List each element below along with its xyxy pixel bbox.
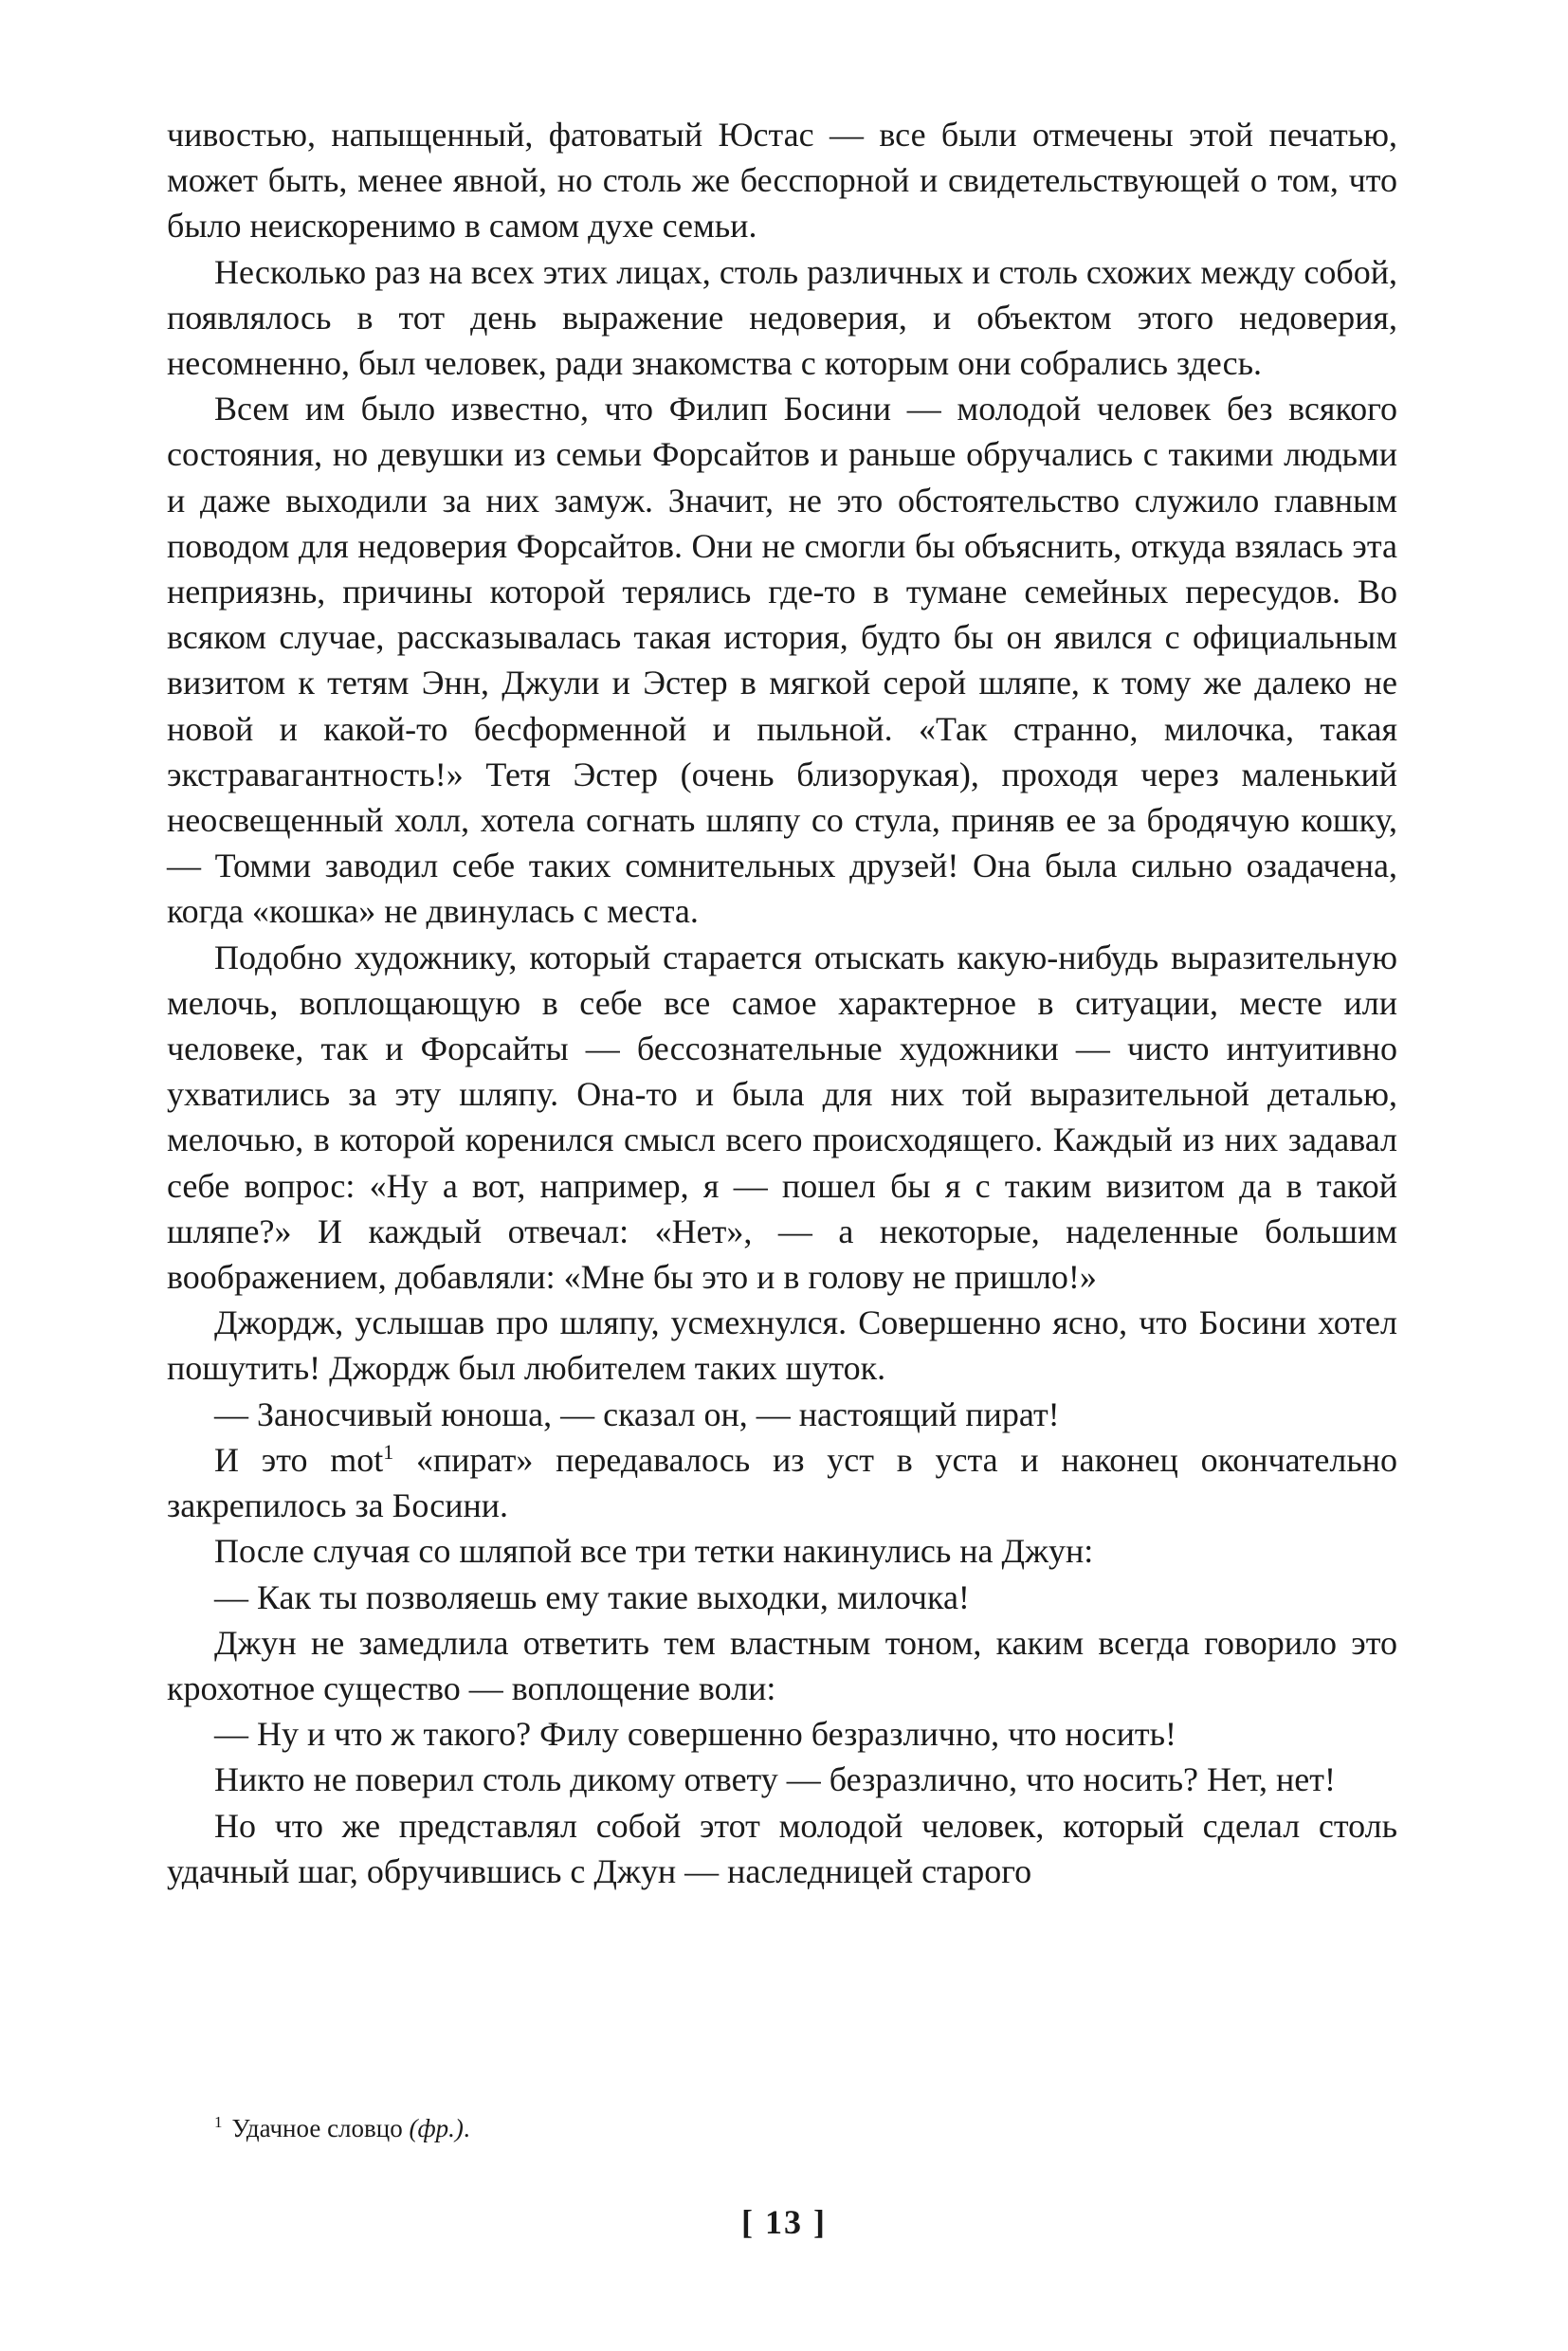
dialogue-paragraph: — Как ты позволяешь ему такие выходки, милочка! (214, 1577, 970, 1616)
paragraph: Несколько раз на всех этих лицах, столь различных и столь схожих между собой, появлялось в тот день выражение недоверия, и объектом этого недоверия, несомненно, был человек, ради знакомства с которым они собрались здесь. (167, 252, 1397, 383)
paragraph: После случая со шляпой все три тетки накинулись на Джун: (214, 1532, 1094, 1571)
dialogue-paragraph: — Заносчивый юноша, — сказал он, — настоящий пират! (214, 1394, 1060, 1433)
paragraph: Всем им было известно, что Филип Босини — молодой человек без всякого состояния, но девушки из семьи Форсайтов и раньше обручались с такими людьми и даже выходили за них замуж. Значит, не это обстоятельство служило главным поводом для недоверия Форсайтов. Они не смогли бы объяснить, откуда взялась эта неприязнь, причины которой терялись где-то в тумане семейных пересудов. Во всяком случае, рассказывалась такая история, будто бы он явился с официальным визитом к тетям Энн, Джули и Эстер в мягкой серой шляпе, к тому же далеко не новой и какой-то бесформенной и пыльной. «Так странно, милочка, такая экстравагантность!» Тетя Эстер (очень близорукая), проходя через маленький неосвещенный холл, хотела согнать шляпу со стула, приняв ее за бродячую кошку, — Томми заводил себе таких сомнительных друзей! Она была сильно озадачена, когда «кошка» не двинулась с места. (167, 390, 1397, 931)
paragraph: чивостью, напыщенный, фатоватый Юстас — все были отмечены этой печатью, может быть, менее явной, но столь же бесспорной и свидетельствующей о том, что было неискоренимо в самом духе семьи. (167, 116, 1397, 246)
footnote-text: Удачное словцо (231, 2114, 410, 2142)
footnote-end: . (463, 2114, 470, 2142)
footnote-mark: 1 (214, 2113, 223, 2131)
paragraph: Подобно художнику, который старается отыскать какую-нибудь выразительную мелочь, воплощающую в себе все самое характерное в ситуации, месте или человеке, так и Форсайты — бессознательные художники — чисто интуитивно ухватились за эту шляпу. Она-то и была для них той выразительной деталью, мелочью, в которой коренился смысл всего происходящего. Каждый из них задавал себе вопрос: «Ну а вот, например, я — пошел бы я с таким визитом да в такой шляпе?» И каждый отвечал: «Нет», — а некоторые, наделенные большим воображением, добавляли: «Мне бы это и в голову не пришло!» (167, 938, 1397, 1297)
page-number: [ 13 ] (741, 2203, 827, 2241)
paragraph: Но что же представлял собой этот молодой человек, который сделал столь удачный шаг, обручившись с Джун — наследницей старого (167, 1806, 1397, 1890)
dialogue-paragraph: — Ну и что ж такого? Филу совершенно безразлично, что носить! (214, 1715, 1176, 1754)
footnote-reference: 1 (383, 1439, 394, 1464)
paragraph: Джун не замедлила ответить тем властным тоном, каким всегда говорило это крохотное существо — воплощение воли: (167, 1623, 1397, 1707)
footnote-lang: (фр.) (409, 2114, 464, 2142)
paragraph: Джордж, услышав про шляпу, усмехнулся. Совершенно ясно, что Босини хотел пошутить! Джордж был любителем таких шуток. (167, 1303, 1397, 1388)
paragraph-text: «пират» передавалось из уст в уста и наконец окончательно закрепилось за Босини. (167, 1440, 1398, 1525)
footnote (214, 2112, 1397, 2144)
main-text (167, 112, 1397, 1894)
paragraph (167, 1437, 1397, 1528)
paragraph-text: И это mot (214, 1440, 384, 1479)
paragraph: Никто не поверил столь дикому ответу — безразлично, что носить? Нет, нет! (214, 1760, 1336, 1799)
